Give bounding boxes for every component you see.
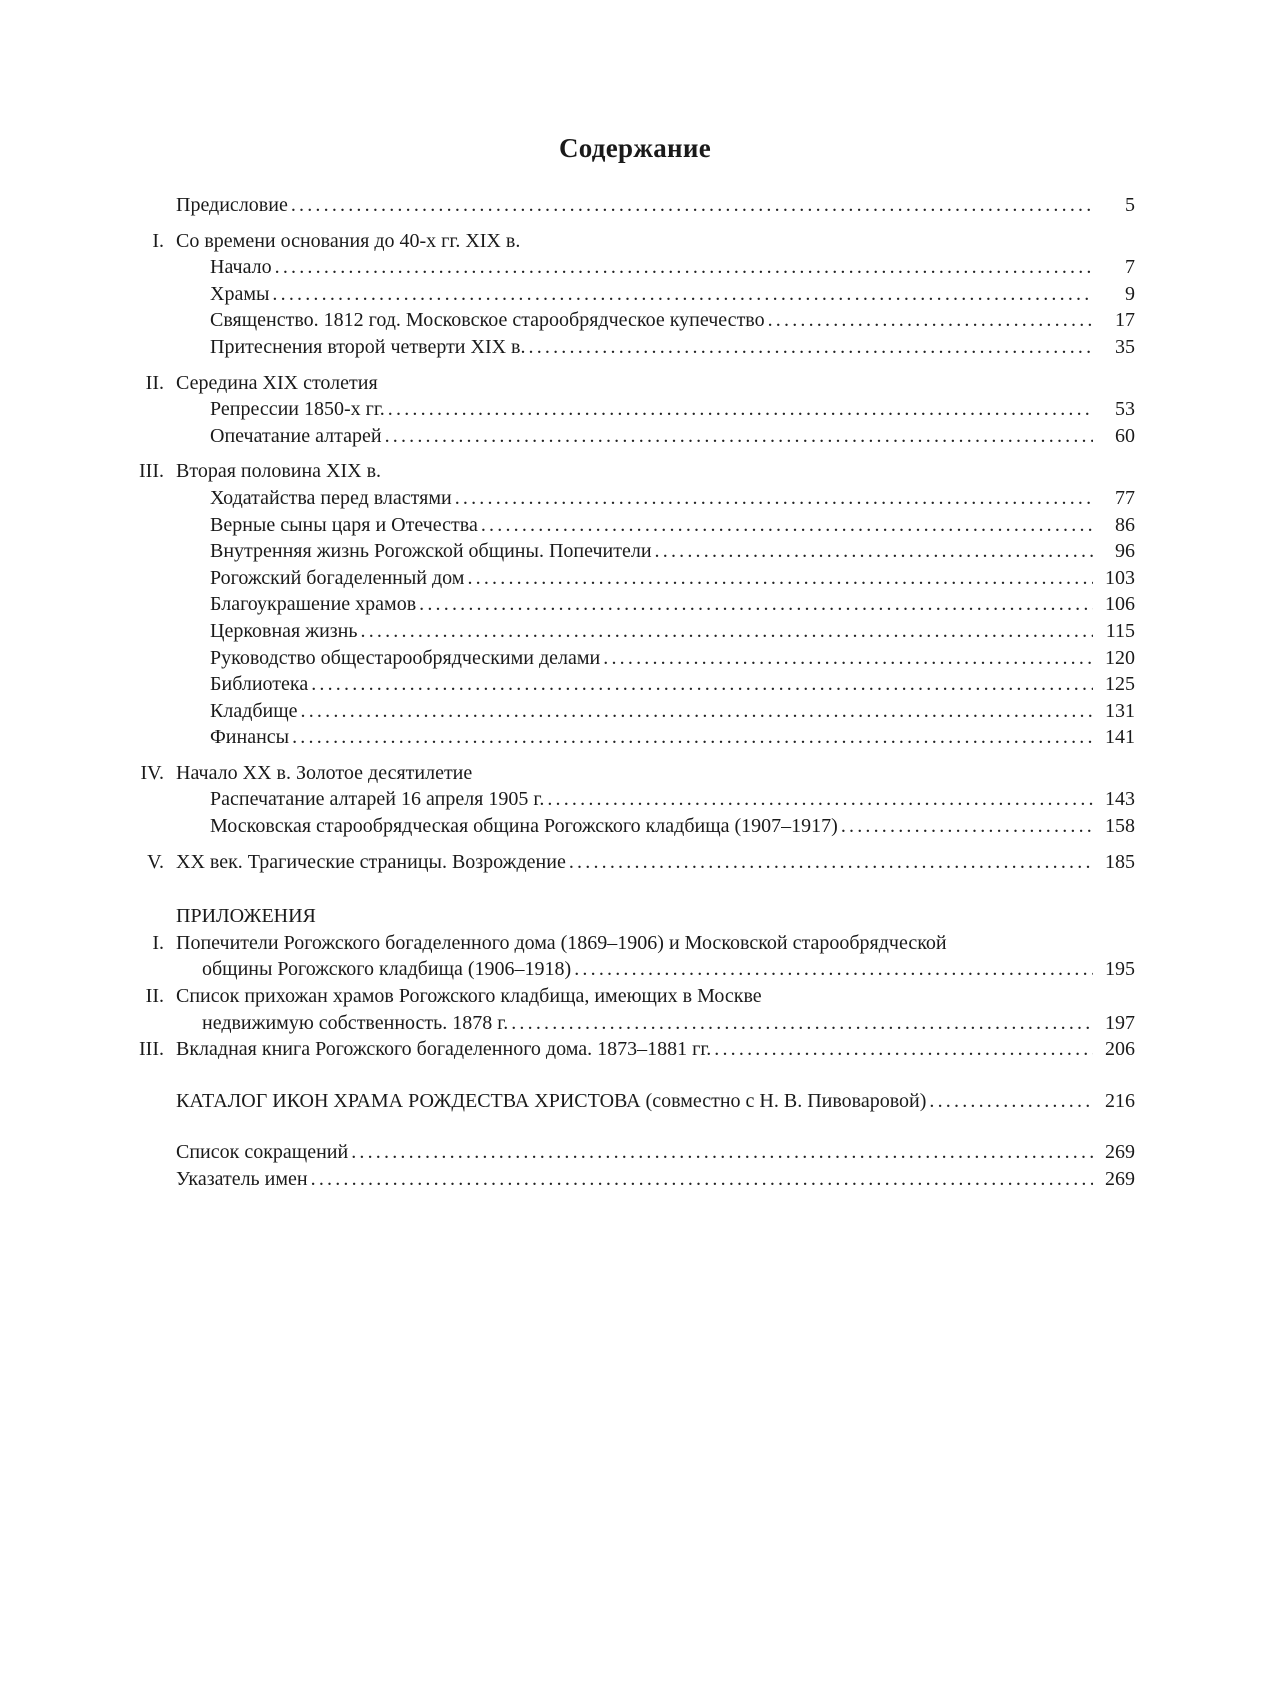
entry-title: Благоукрашение храмов [210, 593, 417, 616]
page-number: 269 [1105, 1141, 1135, 1164]
entry-title-line2: общины Рогожского кладбища (1906–1918) [202, 958, 572, 981]
appendix-number: II. [145, 985, 164, 1008]
page-number: 120 [1105, 646, 1135, 669]
entry-title: Внутренняя жизнь Рогожской общины. Попечители [210, 540, 652, 563]
page-number: 216 [1105, 1089, 1135, 1112]
page-number: 53 [1115, 398, 1135, 421]
toc-entry[interactable] [130, 724, 1135, 751]
toc-entry-catalog[interactable] [130, 1088, 1135, 1115]
entry-title: Список сокращений [176, 1141, 349, 1164]
toc-entry-appendix-cont[interactable] [130, 1010, 1135, 1037]
entry-title: Рогожский богаделенный дом [210, 566, 465, 589]
toc-entry[interactable] [130, 512, 1135, 539]
entry-title: Репрессии 1850-х гг. [210, 398, 385, 421]
entry-title: Притеснения второй четверти XIX в. [210, 335, 526, 358]
page-number: 77 [1115, 486, 1135, 509]
appendix-number: III. [139, 1038, 164, 1061]
page-number: 143 [1105, 788, 1135, 811]
chapter-title: Со времени основания до 40-х гг. XIX в. [176, 229, 521, 252]
page-number: 158 [1105, 815, 1135, 838]
toc-entry-appendix[interactable] [130, 930, 1135, 957]
appendix-number: I. [152, 931, 164, 954]
toc-entry[interactable] [130, 334, 1135, 361]
entry-title: Библиотека [210, 673, 309, 696]
chapter-heading [130, 760, 1135, 787]
entry-title: КАТАЛОГ ИКОН ХРАМА РОЖДЕСТВА ХРИСТОВА (совместно с Н. В. Пивоваровой) [176, 1089, 927, 1112]
entry-title: Священство. 1812 год. Московское старообрядческое купечество [210, 309, 765, 332]
entry-title: Храмы [210, 282, 270, 305]
toc-entry-appendix-cont[interactable] [130, 956, 1135, 983]
page-title: Содержание [558, 133, 712, 163]
toc-entry-name-index[interactable] [130, 1166, 1135, 1193]
chapter-number: II. [145, 371, 164, 394]
page-number: 7 [1125, 256, 1135, 279]
page-number: 131 [1105, 699, 1135, 722]
table-of-contents [130, 192, 1135, 1193]
toc-entry[interactable] [130, 485, 1135, 512]
entry-title: Указатель имен [176, 1168, 308, 1190]
toc-entry[interactable] [130, 671, 1135, 698]
entry-title: Финансы [210, 726, 290, 749]
toc-entry-chapter-v[interactable] [130, 849, 1135, 876]
toc-entry[interactable] [130, 307, 1135, 334]
toc-entry[interactable] [130, 813, 1135, 840]
entry-title: Вкладная книга Рогожского богаделенного дома. 1873–1881 гг. [176, 1038, 712, 1061]
toc-entry[interactable] [130, 786, 1135, 813]
page-number: 60 [1115, 424, 1135, 447]
toc-entry[interactable] [130, 698, 1135, 725]
page-number: 195 [1105, 958, 1135, 981]
toc-entry[interactable] [130, 618, 1135, 645]
page-number: 206 [1105, 1038, 1135, 1061]
toc-entry[interactable] [130, 423, 1135, 450]
toc-entry[interactable] [130, 645, 1135, 672]
toc-entry-preface[interactable] [130, 192, 1135, 219]
chapter-number: I. [152, 229, 164, 252]
page-number: 185 [1105, 850, 1135, 873]
entry-title: Верные сыны царя и Отечества [210, 513, 478, 536]
appendices-heading: ПРИЛОЖЕНИЯ [176, 905, 316, 928]
chapter-heading [130, 458, 1135, 485]
toc-entry[interactable] [130, 538, 1135, 565]
page-number: 86 [1115, 513, 1135, 536]
page-number: 9 [1125, 282, 1135, 305]
page-number: 96 [1115, 540, 1135, 563]
entry-title: Предисловие [176, 194, 288, 216]
entry-title: Распечатание алтарей 16 апреля 1905 г. [210, 788, 545, 811]
entry-title: Московская старообрядческая община Рогожского кладбища (1907–1917) [210, 815, 838, 838]
page-number: 141 [1105, 726, 1135, 749]
toc-entry[interactable] [130, 396, 1135, 423]
entry-title: Кладбище [210, 699, 298, 722]
toc-entry[interactable] [130, 254, 1135, 281]
page-number: 115 [1105, 619, 1135, 642]
page-number: 106 [1105, 593, 1135, 616]
entry-title-line1: Список прихожан храмов Рогожского кладбища, имеющих в Москве [176, 985, 762, 1008]
entry-title: Начало [210, 256, 272, 279]
page-number: 197 [1105, 1011, 1135, 1034]
entry-title-line1: Попечители Рогожского богаделенного дома (1869–1906) и Московской старообрядческой [176, 931, 947, 954]
entry-title: Церковная жизнь [210, 619, 358, 642]
toc-entry-appendix[interactable] [130, 1036, 1135, 1063]
entry-title: Опечатание алтарей [210, 424, 382, 447]
chapter-heading [130, 228, 1135, 255]
page-number: 5 [1125, 194, 1135, 216]
toc-entry[interactable] [130, 591, 1135, 618]
page-number: 103 [1105, 566, 1135, 589]
chapter-title: Начало XX в. Золотое десятилетие [176, 761, 473, 784]
chapter-number: IV. [140, 761, 164, 784]
entry-title-line2: недвижимую собственность. 1878 г. [202, 1011, 509, 1034]
page-number: 125 [1105, 673, 1135, 696]
entry-title: Ходатайства перед властями [210, 486, 452, 509]
toc-entry[interactable] [130, 565, 1135, 592]
chapter-title: XX век. Трагические страницы. Возрождение [176, 850, 566, 873]
toc-entry-abbreviations[interactable] [130, 1139, 1135, 1166]
page-number: 17 [1115, 309, 1135, 332]
chapter-number: III. [139, 460, 164, 483]
page-number: 35 [1115, 335, 1135, 358]
page-number: 269 [1105, 1168, 1135, 1190]
chapter-title: Середина XIX столетия [176, 371, 378, 394]
entry-title: Руководство общестарообрядческими делами [210, 646, 601, 669]
chapter-title: Вторая половина XIX в. [176, 460, 382, 483]
toc-entry-appendix[interactable] [130, 983, 1135, 1010]
chapter-number: V. [147, 850, 164, 873]
chapter-heading [130, 370, 1135, 397]
toc-entry[interactable] [130, 281, 1135, 308]
